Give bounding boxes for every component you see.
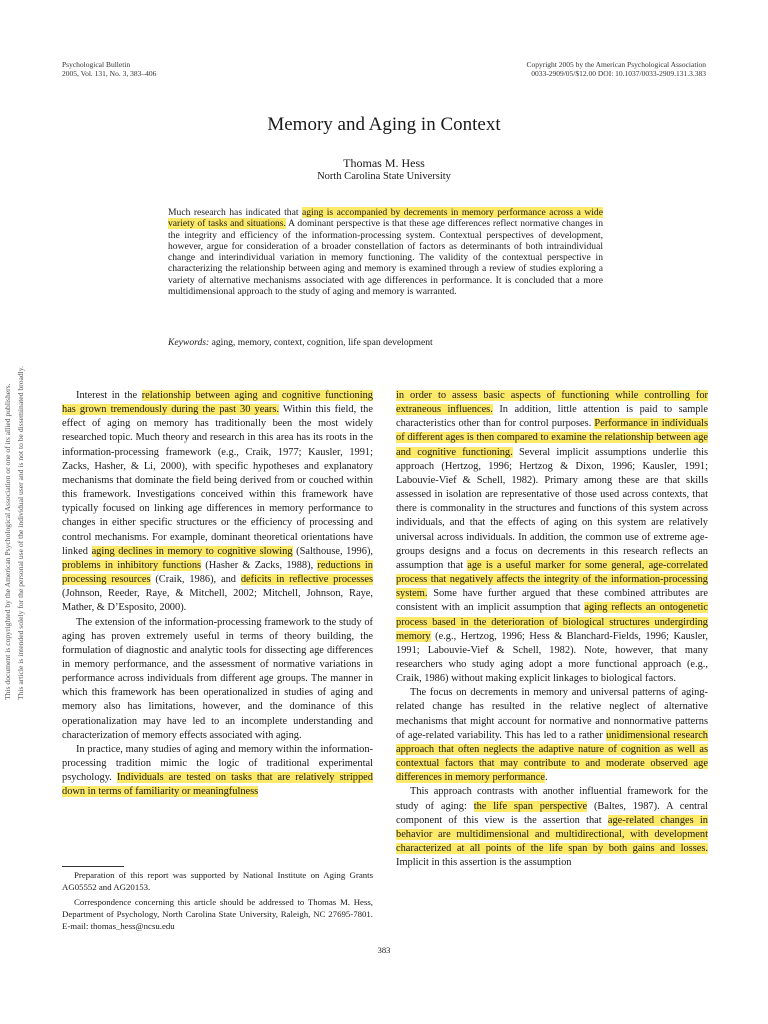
- journal-name: Psychological Bulletin: [62, 60, 131, 69]
- text-run: This approach contrasts with another influential framework for the study of aging:: [396, 786, 708, 812]
- journal-header: [62, 60, 156, 78]
- text-run: .: [544, 772, 548, 784]
- paragraph: [396, 389, 708, 686]
- text-run: (Baltes, 1987). A central component of this view is the assertion that: [396, 800, 708, 826]
- keywords-list: aging, memory, context, cognition, life span development: [209, 337, 433, 348]
- highlight: age-related changes in behavior are multidimensional and multidirectional, with development characterized at all points of the life span by both gains and losses.: [396, 814, 708, 854]
- highlight: Individuals are tested on tasks that are relatively stripped down in terms of familiarity or meaningfulness: [62, 772, 373, 798]
- highlight: aging reflects an ontogenetic process based in the deterioration of biological structures undergirding memory: [396, 602, 709, 642]
- abstract-highlight: aging is accompanied by decrements in memory performance across a wide variety of tasks and situations.: [168, 207, 603, 230]
- text-run: In practice, many studies of aging and memory within the information-processing tradition mimic the logic of traditional experimental psychology.: [62, 743, 373, 784]
- copyright-line: Copyright 2005 by the American Psychological Association: [526, 60, 706, 69]
- doi-line: 0033-2909/05/$12.00 DOI: 10.1037/0033-2909.131.3.383: [531, 69, 706, 78]
- text-run: (Salthouse, 1996),: [292, 545, 374, 557]
- paragraph: [62, 743, 373, 800]
- highlight: aging declines in memory to cognitive slowing: [91, 545, 293, 557]
- highlight: relationship between aging and cognitive functioning has grown tremendously during the past 30 years.: [62, 390, 373, 416]
- author-name: Thomas M. Hess: [343, 156, 425, 170]
- abstract-text: Much research has indicated that: [168, 207, 302, 218]
- keywords-label: Keywords:: [168, 337, 210, 348]
- author-affiliation: North Carolina State University: [317, 171, 451, 182]
- keywords: [168, 337, 603, 348]
- abstract: [168, 207, 603, 297]
- footnote-correspondence: Correspondence concerning this article should be addressed to Thomas M. Hess, Department of Psychology, North Carolina State University, Raleigh, NC 27695-7801. E-mail: thomas_hess@ncsu.edu: [62, 897, 373, 932]
- right-column: [396, 389, 708, 870]
- copyright-notice-line2: This article is intended solely for the personal use of the individual user and is not to be disseminated broadly.: [16, 366, 25, 700]
- volume-info: 2005, Vol. 131, No. 3, 383–406: [62, 69, 157, 78]
- highlight: in order to assess basic aspects of functioning while controlling for extraneous influences.: [396, 390, 708, 416]
- text-run: Within this field, the effect of aging on memory has traditionally been the most widely researched topic. Much theory and research in this area has its roots in the information-processing framework (e.g., Craik, 1977; Kausler, 1991; Zacks, Hasher, & Li, 2000), with specific hypotheses and explanatory mechanisms that dominate the field being derived from or couched within this framework. Investigations conceived within this framework have typically focused on linking age differences in memory performance to changes in either specific structures or the efficiency of processing and control mechanisms. For example, dominant theoretical orientations have linked: [62, 404, 373, 557]
- highlight: reductions in processing resources: [62, 559, 373, 586]
- footnote-funding: Preparation of this report was supported by National Institute on Aging Grants AG05552 and AG20153.: [62, 870, 373, 893]
- article-title: Memory and Aging in Context: [267, 114, 501, 135]
- text-run: The focus on decrements in memory and universal patterns of aging-related change has resulted in the relative neglect of alternative mechanisms that might account for normative and nonnormative patterns of age-related variability. This has led to a rather: [396, 687, 708, 741]
- text-run: (e.g., Hertzog, 1996; Hess & Blanchard-Fields, 1996; Kausler, 1991; Labouvie-Vief & Schell, 1982). Note, however, that many researchers who study aging adopt a more functional approach (e.g., Craik, 1986) without making explicit linkages to biological factors.: [396, 630, 708, 685]
- paragraph: [396, 686, 708, 785]
- paragraph: [396, 785, 708, 870]
- text-run: (Craik, 1986), and: [150, 574, 241, 586]
- text-run: (Hasher & Zacks, 1988),: [201, 559, 318, 571]
- text-run: Several implicit assumptions underlie this approach (Hertzog, 1996; Hertzog & Dixon, 1996; Kausler, 1991; Labouvie-Vief & Schell, 1982). Primary among these are that skills assessed in isolation are representative of those used across contexts, that there is commonality in the structures and functions of this system across individuals, and that the effects of aging on this system are relatively universal across individuals. In addition, the common use of extreme age-groups designs and a focus on decrements in this research reflects an assumption that: [396, 446, 708, 571]
- highlight: Performance in individuals of different ages is then compared to examine the relationship between age and cognitive functioning.: [396, 418, 708, 458]
- text-run: Some have further argued that these combined attributes are consistent with an implicit assumption that: [396, 588, 708, 614]
- abstract-text: A dominant perspective is that these age differences reflect normative changes in the integrity and efficiency of the information-processing system. Contextual perspectives of development, however, argue for consideration of a broader constellation of factors as determinants of both intraindividual change and interindividual variation in memory functioning. The validity of the contextual perspective in characterizing the relationship between aging and memory is examined through a review of studies exploring a variety of alternative mechanisms associated with age differences in performance. It is concluded that a more multidimensional approach to the study of aging and memory is warranted.: [168, 218, 603, 298]
- text-run: (Johnson, Reeder, Raye, & Mitchell, 2002; Mitchell, Johnson, Raye, Mather, & D’Esposito, 2000).: [62, 588, 373, 614]
- highlight: age is a useful marker for some general, age-correlated process that negatively affects the integrity of the information-processing system.: [396, 559, 708, 600]
- copyright-notice-line1: This document is copyrighted by the American Psychological Association or one of its allied publishers.: [3, 383, 12, 700]
- text-run: Interest in the: [76, 390, 142, 401]
- paragraph: The extension of the information-processing framework to the study of aging has proven extremely useful in terms of theory building, the formulation of diagnostic and analytic tools for dissecting age differences in memory performance, and the assessment of normative variations in performance across individuals from different age groups. The manner in which this framework has been operationalized in studies of aging and memory also has limitations, however, and the dominance of this operationalization may have led to an incomplete understanding and characterization of memory effects associated with aging.: [62, 616, 373, 741]
- page-number: 383: [377, 945, 391, 955]
- paragraph: [62, 389, 373, 616]
- text-run: Implicit in this assertion is the assumption: [396, 857, 572, 869]
- highlight: deficits in reflective processes: [240, 574, 374, 586]
- text-run: In addition, little attention is paid to sample characteristics other than for control purposes.: [396, 404, 709, 430]
- footnote-rule: [62, 866, 124, 867]
- highlight: unidimensional research approach that often neglects the adaptive nature of cognition as well as contextual factors that may contribute to and moderate observed age differences in memory performance: [396, 729, 708, 784]
- highlight: the life span perspective: [473, 800, 588, 812]
- copyright-header: [526, 60, 706, 78]
- left-column: [62, 389, 373, 800]
- highlight: problems in inhibitory functions: [62, 559, 202, 571]
